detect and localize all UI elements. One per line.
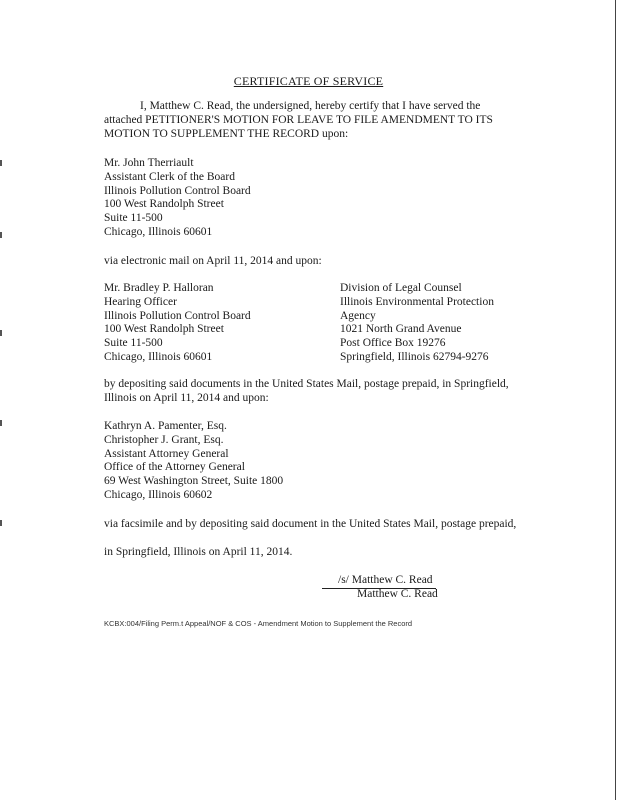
service-location-date: in Springfield, Illinois on April 11, 2014. xyxy=(104,546,293,558)
recipient-attorney-general-address xyxy=(104,420,283,503)
document-title: CERTIFICATE OF SERVICE xyxy=(233,74,384,88)
address-line: Springfield, Illinois 62794-9276 xyxy=(340,350,489,363)
address-line: Agency xyxy=(340,309,376,322)
scan-margin-mark xyxy=(0,232,2,238)
recipient-hearing-officer-address xyxy=(104,282,251,365)
scan-margin-mark xyxy=(0,330,2,336)
address-line: Assistant Attorney General xyxy=(104,447,229,460)
address-line: Suite 11-500 xyxy=(104,337,163,350)
address-line: Illinois Pollution Control Board xyxy=(104,309,251,322)
document-footer: KCBX:004/Filing Perm.t Appeal/NOF & COS - Amendment Motion to Supplement the Record xyxy=(104,619,413,628)
address-line: Kathryn A. Pamenter, Esq. xyxy=(104,420,227,432)
recipient-clerk-address xyxy=(104,157,251,240)
address-line: 100 West Randolph Street xyxy=(104,198,224,211)
service-method-email: via electronic mail on April 11, 2014 and upon: xyxy=(104,255,322,267)
address-line: Office of the Attorney General xyxy=(104,461,245,474)
address-line: Chicago, Illinois 60602 xyxy=(104,488,213,501)
intro-line: attached PETITIONER'S MOTION FOR LEAVE TO FILE AMENDMENT TO ITS xyxy=(104,113,493,126)
address-line: Division of Legal Counsel xyxy=(340,282,462,294)
address-line: 100 West Randolph Street xyxy=(104,323,224,336)
address-line: Hearing Officer xyxy=(104,295,177,308)
address-line: Mr. Bradley P. Halloran xyxy=(104,282,214,294)
address-line: Suite 11-500 xyxy=(104,212,163,225)
address-line: Mr. John Therriault xyxy=(104,157,194,169)
scan-margin-mark xyxy=(0,420,2,426)
address-line: Christopher J. Grant, Esq. xyxy=(104,433,224,446)
recipient-iepa-address xyxy=(340,282,494,365)
service-method-facsimile: via facsimile and by depositing said document in the United States Mail, postage prepaid, xyxy=(104,518,517,530)
address-line: Assistant Clerk of the Board xyxy=(104,170,235,183)
page-edge xyxy=(615,0,616,800)
method-line: Illinois on April 11, 2014 and upon: xyxy=(104,391,269,404)
method-line: by depositing said documents in the United States Mail, postage prepaid, in Springfield, xyxy=(104,378,509,390)
scan-margin-mark xyxy=(0,160,2,166)
service-method-mail xyxy=(104,378,509,406)
scan-margin-mark xyxy=(0,520,2,526)
address-line: 69 West Washington Street, Suite 1800 xyxy=(104,475,284,488)
intro-line: MOTION TO SUPPLEMENT THE RECORD upon: xyxy=(104,127,349,140)
address-line: Chicago, Illinois 60601 xyxy=(104,350,213,363)
address-line: 1021 North Grand Avenue xyxy=(340,323,462,336)
address-line: Illinois Environmental Protection xyxy=(340,295,494,308)
address-line: Post Office Box 19276 xyxy=(340,337,446,350)
address-line: Chicago, Illinois 60601 xyxy=(104,225,213,238)
electronic-signature: /s/ Matthew C. Read xyxy=(338,574,433,586)
address-line: Illinois Pollution Control Board xyxy=(104,184,251,197)
intro-line: I, Matthew C. Read, the undersigned, hereby certify that I have served the xyxy=(140,100,481,112)
intro-paragraph xyxy=(104,100,534,141)
signer-name: Matthew C. Read xyxy=(357,588,438,600)
